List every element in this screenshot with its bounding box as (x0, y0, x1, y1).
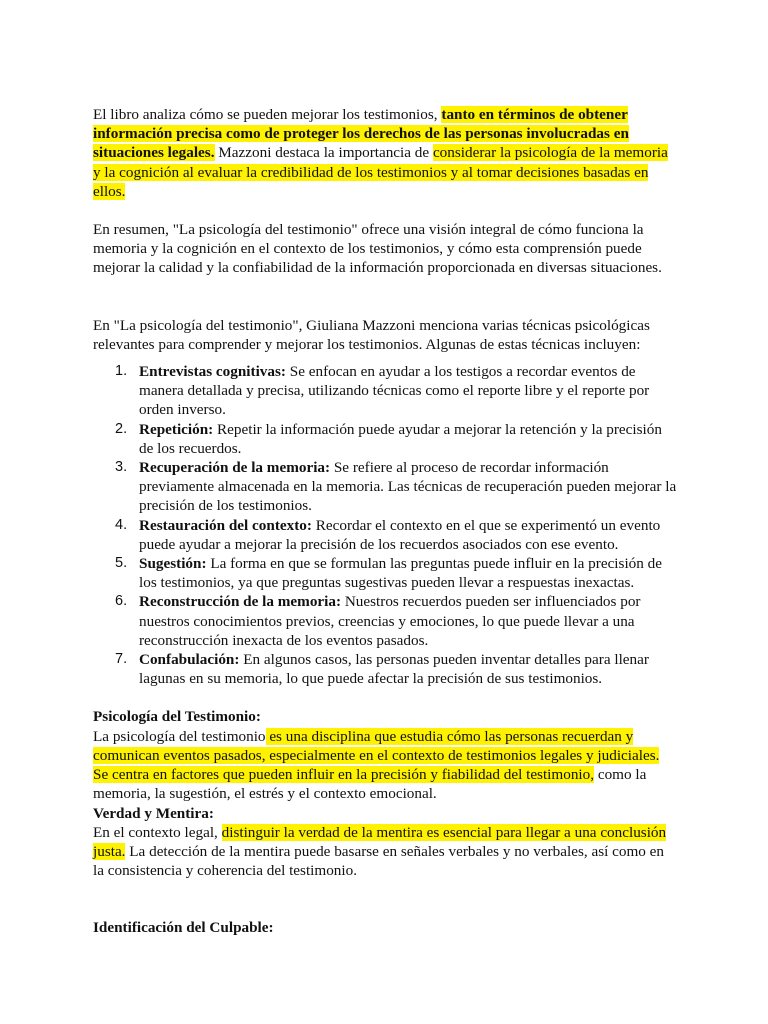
verdad-highlight: distinguir la verdad de la mentira es esencial para llegar a una conclusión justa. (93, 823, 667, 860)
list-item (115, 420, 678, 458)
intro-sentence-1: El libro analiza cómo se pueden mejorar los testimonios, (93, 106, 438, 123)
summary-paragraph: En resumen, "La psicología del testimonio" ofrece una visión integral de cómo funciona la memoria y la cognición en el contexto de los testimonios, y cómo esta comprensión puede mejorar la calidad y la confiabilidad de la información proporcionada en diversas situaciones. (93, 221, 662, 277)
list-item (115, 554, 678, 592)
intro-sentence-3: Mazzoni destaca la importancia de (214, 144, 433, 162)
verdad-paragraph (93, 823, 678, 881)
list-item (115, 362, 678, 420)
list-term: Sugestión: (139, 555, 207, 573)
list-text: Se enfocan en ayudar a los testigos a recordar eventos de manera detallada y precisa, utilizando técnicas como el reporte libre y el reporte por orden inverso. (139, 363, 650, 419)
list-term: Repetición: (139, 420, 214, 438)
section-heading-psicologia: Psicología del Testimonio: (93, 708, 261, 726)
section-heading-culpable: Identificación del Culpable: (93, 919, 274, 937)
techniques-intro-paragraph: En "La psicología del testimonio", Giuliana Mazzoni menciona varias técnicas psicológicas relevantes para comprender y mejorar los testimonios. Algunas de estas técnicas incluyen: (93, 316, 650, 353)
verdad-sentence-1: En el contexto legal, (93, 823, 222, 841)
list-item (115, 650, 678, 688)
psicologia-sentence-3: como la memoria, la sugestión, el estrés y el contexto emocional. (93, 766, 647, 803)
list-term: Recuperación de la memoria: (139, 459, 331, 477)
list-number: 3. (115, 459, 128, 476)
list-number: 6. (115, 593, 128, 610)
list-number: 7. (115, 651, 128, 668)
list-term: Entrevistas cognitivas: (139, 363, 286, 381)
list-item (115, 592, 678, 650)
intro-highlight: considerar la psicología de la memoria y la cognición al evaluar la credibilidad de los testimonios y al tomar decisiones basadas en ellos. (93, 144, 668, 200)
psicologia-paragraph (93, 727, 678, 804)
list-text: En algunos casos, las personas pueden inventar detalles para llenar lagunas en su memoria, lo que puede afectar la precisión de sus testimonios. (139, 651, 649, 688)
list-text: La forma en que se formulan las preguntas puede influir en la precisión de los testimonios, ya que preguntas sugestivas pueden llevar a respuestas inexactas. (139, 555, 662, 592)
list-number: 5. (115, 555, 128, 572)
list-text: Nuestros recuerdos pueden ser influenciados por nuestros conocimientos previos, creencias y emociones, lo que puede llevar a una reconstrucción inexacta de los eventos pasados. (139, 593, 641, 649)
list-term: Reconstrucción de la memoria: (139, 593, 342, 611)
list-term: Restauración del contexto: (139, 516, 312, 534)
list-text: Repetir la información puede ayudar a mejorar la retención y la precisión de los recuerdos. (139, 420, 662, 457)
verdad-sentence-3: La detección de la mentira puede basarse en señales verbales y no verbales, así como en la consistencia y coherencia del testimonio. (93, 842, 664, 880)
intro-paragraph (93, 105, 678, 201)
techniques-list (93, 362, 678, 688)
section-heading-verdad: Verdad y Mentira: (93, 804, 214, 822)
list-number: 1. (115, 363, 128, 380)
list-term: Confabulación: (139, 651, 240, 669)
psicologia-highlight: es una disciplina que estudia cómo las personas recuerdan y comunican eventos pasados, especialmente en el contexto de testimonios legales y judiciales. Se centra en factores que pueden influir en la precisión y fiabilidad del testimonio, (93, 727, 660, 784)
list-number: 4. (115, 516, 128, 533)
psicologia-sentence-1: La psicología del testimonio (93, 727, 266, 745)
list-item (115, 516, 678, 554)
list-number: 2. (115, 420, 128, 437)
intro-highlight-bold: tanto en términos de obtener información precisa como de proteger los derechos de las personas involucradas en situaciones legales. (93, 106, 629, 162)
list-text: Recordar el contexto en el que se experimentó un evento puede ayudar a mejorar la precisión de los recuerdos asociados con ese evento. (139, 516, 661, 553)
list-item (115, 458, 678, 516)
list-text: Se refiere al proceso de recordar información previamente almacenada en la memoria. Las técnicas de recuperación pueden mejorar la precisión de los testimonios. (139, 459, 677, 515)
